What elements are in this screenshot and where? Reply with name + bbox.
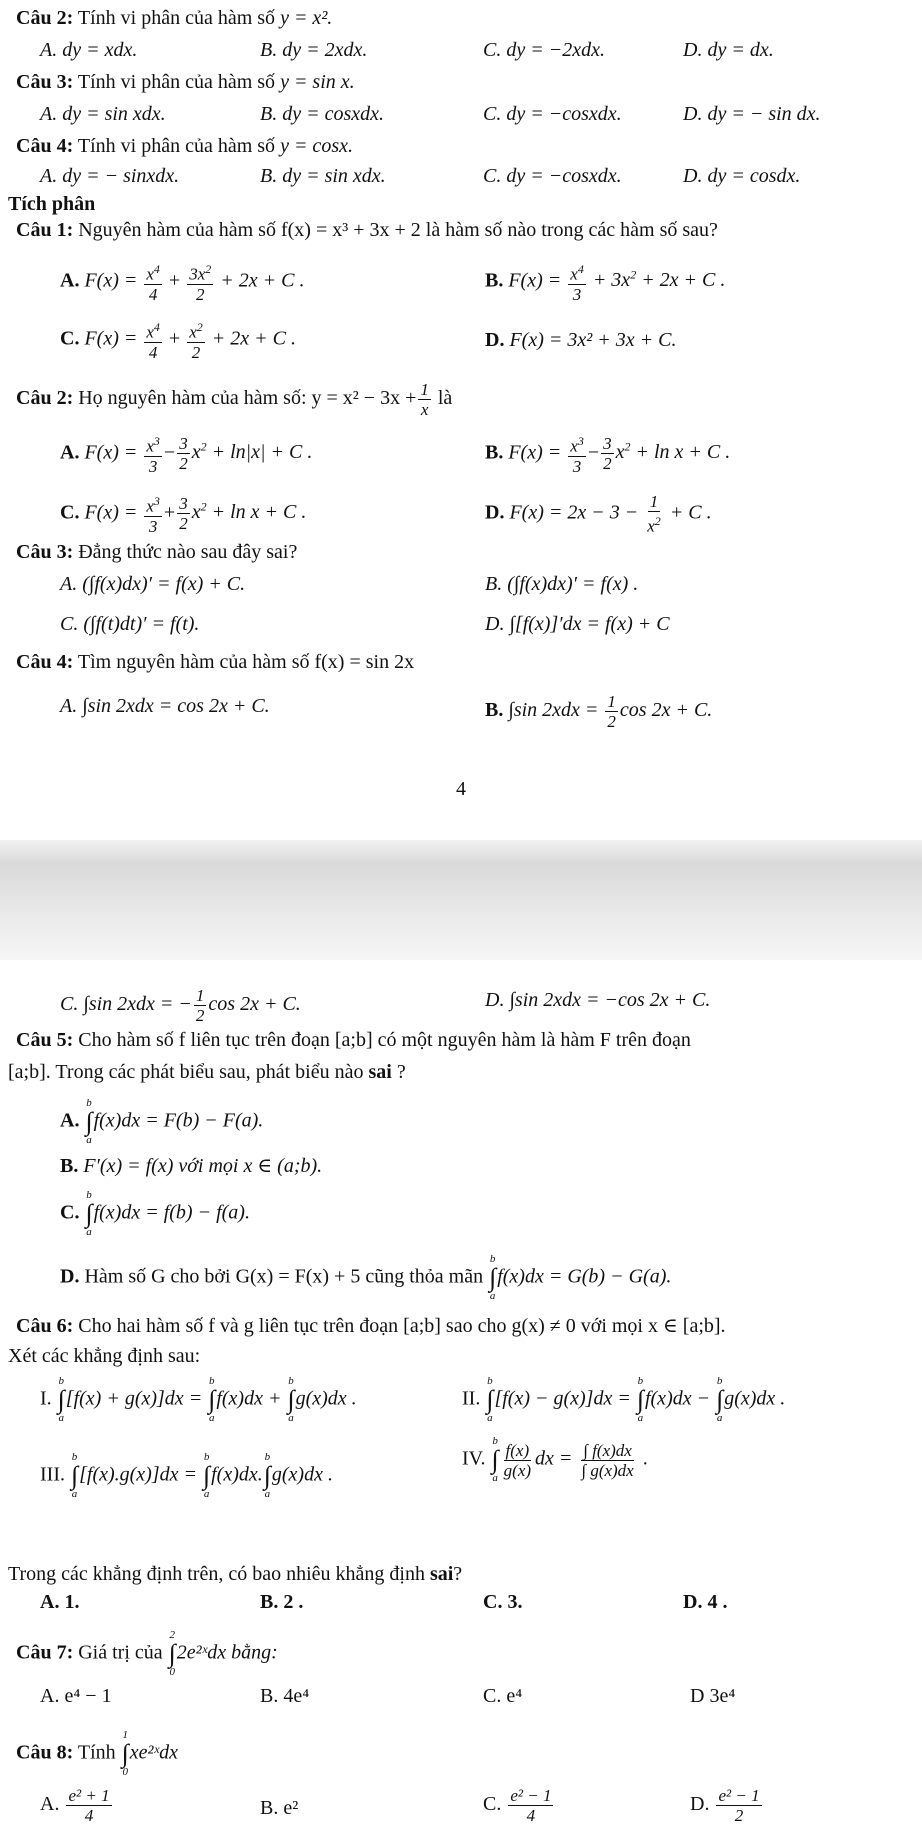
int-q6-statement-3: III. b ∫ a [f(x).g(x)]dx = b ∫ a f(x)dx. b ∫ a g(x)dx .: [40, 1451, 333, 1500]
q-text: Cho hàm số f liên tục trên đoạn [a;b] có một nguyên hàm là hàm F trên đoạn: [73, 1029, 691, 1051]
q-text: Giá trị của: [73, 1641, 163, 1664]
int-q2-option-d[interactable]: D. F(x) = 2x − 3 − $\frac{1}{x^2}$ + C .: [485, 492, 712, 536]
int-q6-option-c[interactable]: C. 3.: [483, 1591, 523, 1613]
int-q2-option-c[interactable]: C. F(x) = $\frac{x^3}{3}$ + $\frac{3}{2}$ $x^2 + \ln x + C$ .: [60, 494, 307, 536]
q-text: Cho hai hàm số f và g liên tục trên đoạn [a;b] sao cho g(x) ≠ 0 với mọi x ∈ [a;b].: [73, 1315, 726, 1337]
q-text: Tính vi phân của hàm số: [73, 71, 281, 93]
diff-q2-option-a[interactable]: A. dy = xdx.: [40, 39, 138, 61]
int-q6-option-d[interactable]: D. 4 .: [683, 1591, 728, 1613]
frac-denominator: 4: [526, 1806, 536, 1825]
int-q8-option-d[interactable]: [690, 1786, 764, 1825]
q-label: Câu 7:: [16, 1641, 74, 1664]
diff-q4-title: [16, 134, 353, 158]
q-label: Câu 4:: [16, 135, 74, 157]
q-text: Họ nguyên hàm của hàm số: y = x² − 3x +: [73, 387, 417, 410]
int-q6-line2: Xét các khẳng định sau:: [8, 1345, 201, 1367]
opt-label: B.: [485, 269, 504, 292]
opt-text: F′(x) = f(x) với mọi x ∈ (a;b).: [83, 1155, 323, 1177]
q-expr: y = x².: [280, 7, 333, 29]
q-tail: là: [432, 387, 453, 410]
section-heading: Tích phân: [8, 193, 96, 215]
frac-numerator: e² − 1: [718, 1786, 760, 1805]
int-q5-option-d[interactable]: D. Hàm số G cho bởi G(x) = F(x) + 5 cũng thỏa mãn b ∫ a f(x)dx = G(b) − G(a).: [60, 1253, 672, 1302]
int-q7-option-d[interactable]: D 3e⁴: [690, 1685, 736, 1707]
q-text: Trong các khẳng định trên, có bao nhiêu khẳng định: [8, 1563, 430, 1585]
int-q6-option-b[interactable]: B. 2 .: [260, 1591, 304, 1613]
int-q6-option-a[interactable]: A. 1.: [40, 1591, 80, 1613]
q-expr: y = cosx.: [280, 135, 353, 157]
q-label: Câu 6:: [16, 1315, 74, 1337]
int-q5-option-b[interactable]: B. F′(x) = f(x) với mọi x ∈ (a;b).: [60, 1155, 323, 1177]
diff-q3-option-c[interactable]: C. dy = −cosxdx.: [483, 103, 622, 125]
int-q2-option-a[interactable]: A. F(x) = $\frac{x^3}{3}$ − $\frac{3}{2}$ $x^2 + \ln|x| + C$ .: [60, 434, 313, 476]
q-emphasis: sai: [429, 1563, 454, 1585]
frac-numerator: e² − 1: [510, 1786, 552, 1805]
q-label: Câu 1:: [16, 219, 74, 241]
diff-q3-option-b[interactable]: B. dy = cosxdx.: [260, 103, 385, 125]
int-q6-statement-2: II. b ∫ a [f(x) − g(x)]dx = b ∫ a f(x)dx − b ∫ a g(x)dx .: [462, 1375, 786, 1424]
int-q8-option-c[interactable]: [483, 1786, 555, 1825]
int-q3-title: [16, 540, 297, 564]
int-q8-title: Câu 8: Tính 1 ∫ 0 xe²ˣdx: [16, 1729, 179, 1778]
int-q7-title: Câu 7: Giá trị của 2 ∫ 0 2e²ˣdx bằng:: [16, 1629, 278, 1678]
int-q6-question: [8, 1562, 462, 1586]
int-q1-option-b[interactable]: B. F(x) = $\frac{x^4}{3}$ + $3x^2 + 2x + C$ .: [485, 262, 726, 304]
int-q5-option-a[interactable]: A. b ∫ a f(x)dx = F(b) − F(a).: [60, 1097, 264, 1146]
opt-text: F(x) = 3x² + 3x + C.: [509, 329, 677, 351]
opt-text: Hàm số G cho bởi G(x) = F(x) + 5 cũng thỏa mãn: [84, 1265, 484, 1288]
int-q1-option-d[interactable]: [485, 328, 676, 352]
q-label: Câu 4:: [16, 651, 74, 673]
diff-q3-title: [16, 70, 355, 94]
int-q4-option-b[interactable]: B. ∫sin 2xdx = $\frac{1}{2}$ cos 2x + C.: [485, 692, 713, 731]
int-q3-option-d[interactable]: D. ∫[f(x)]′dx = f(x) + C: [485, 613, 670, 635]
q-emphasis: sai: [368, 1061, 392, 1083]
int-q1-option-a[interactable]: A. F(x) = $\frac{x^4}{4}$ + $\frac{3x^2}{2}$ + 2x + C .: [60, 262, 305, 304]
q-text: Nguyên hàm của hàm số f(x) = x³ + 3x + 2 là hàm số nào trong các hàm số sau?: [73, 219, 718, 241]
int-q4-option-a[interactable]: A. ∫sin 2xdx = cos 2x + C.: [60, 695, 270, 717]
int-q3-option-a[interactable]: A. (∫f(x)dx)′ = f(x) + C.: [60, 573, 246, 595]
page-separator: [0, 840, 922, 960]
int-q7-option-c[interactable]: C. e⁴: [483, 1685, 523, 1707]
q-label: Câu 2:: [16, 387, 74, 410]
frac-denominator: 2: [734, 1806, 744, 1825]
q-label: Câu 2:: [16, 7, 74, 29]
int-q8-option-a[interactable]: [40, 1786, 114, 1825]
int-q5-line2: [8, 1060, 406, 1084]
int-q7-option-b[interactable]: B. 4e⁴: [260, 1685, 310, 1707]
int-q5-option-c[interactable]: C. b ∫ a f(x)dx = f(b) − f(a).: [60, 1189, 250, 1238]
frac-numerator: e² + 1: [68, 1786, 110, 1805]
diff-q4-option-c[interactable]: C. dy = −cosxdx.: [483, 165, 622, 187]
opt-label: C.: [483, 1793, 502, 1816]
int-q6-statement-1: I. b ∫ a [f(x) + g(x)]dx = b ∫ a f(x)dx + b ∫ a g(x)dx .: [40, 1375, 357, 1424]
int-q1-option-c[interactable]: C. F(x) = $\frac{x^4}{4}$ + $\frac{x^2}{2}$ + 2x + C .: [60, 320, 296, 362]
diff-q4-option-a[interactable]: A. dy = − sinxdx.: [40, 165, 180, 187]
diff-q4-option-b[interactable]: B. dy = sin xdx.: [260, 165, 386, 187]
opt-text: C. ∫sin 2xdx = −: [60, 993, 192, 1016]
diff-q3-option-d[interactable]: D. dy = − sin dx.: [683, 103, 821, 125]
int-q4-option-d[interactable]: D. ∫sin 2xdx = −cos 2x + C.: [485, 989, 711, 1011]
diff-q2-option-c[interactable]: C. dy = −2xdx.: [483, 39, 605, 61]
q-tail: xe²ˣdx: [129, 1741, 179, 1764]
q-text: Tìm nguyên hàm của hàm số f(x) = sin 2x: [73, 651, 415, 673]
q-text: [a;b]. Trong các phát biểu sau, phát biểu nào: [8, 1061, 369, 1083]
opt-label: D.: [690, 1793, 710, 1816]
page-number: 4: [456, 778, 466, 800]
q-label: Câu 3:: [16, 541, 74, 563]
int-q6-statement-4: IV. b ∫ a $\frac{f(x)}{g(x)}$ dx = $\frac{\int f(x)dx}{\int g(x)dx}$ .: [462, 1435, 648, 1484]
int-q4-option-c[interactable]: C. ∫sin 2xdx = − $\frac{1}{2}$ cos 2x + C.: [60, 986, 301, 1025]
int-q2-option-b[interactable]: B. F(x) = $\frac{x^3}{3}$ − $\frac{3}{2}$ $x^2 + \ln x + C$ .: [485, 434, 731, 476]
frac-denominator: 4: [84, 1806, 94, 1825]
diff-q2-title: [16, 6, 332, 30]
q-text: Đẳng thức nào sau đây sai?: [73, 541, 298, 563]
diff-q3-option-a[interactable]: A. dy = sin xdx.: [40, 103, 166, 125]
opt-label: C.: [60, 327, 80, 350]
int-q5-line1: [16, 1028, 691, 1052]
q-text: Tính vi phân của hàm số: [73, 135, 281, 157]
opt-label: D.: [485, 329, 505, 351]
q-text: Tính vi phân của hàm số: [73, 7, 281, 29]
int-q7-option-a[interactable]: A. e⁴ − 1: [40, 1685, 112, 1707]
q-text-end: ?: [453, 1563, 463, 1585]
int-q3-option-b[interactable]: B. (∫f(x)dx)′ = f(x) .: [485, 573, 639, 595]
opt-label: A.: [60, 269, 80, 292]
opt-text: f(x)dx = F(b) − F(a).: [93, 1109, 264, 1132]
q-expr: y = sin x.: [280, 71, 355, 93]
q-text-end: ?: [391, 1061, 406, 1083]
diff-q2-option-b[interactable]: B. dy = 2xdx.: [260, 39, 368, 61]
int-q3-option-c[interactable]: C. (∫f(t)dt)′ = f(t).: [60, 613, 200, 635]
opt-label: A.: [40, 1793, 60, 1816]
opt-text: f(x)dx = f(b) − f(a).: [93, 1201, 250, 1224]
diff-q4-option-d[interactable]: D. dy = cosdx.: [683, 165, 801, 187]
int-q1-title: [16, 218, 718, 242]
q-tail: 2e²ˣdx bằng:: [176, 1641, 278, 1664]
int-q2-title: Câu 2: Họ nguyên hàm của hàm số: y = x² − 3x + $\frac{1}{x}$ là: [16, 380, 453, 419]
int-q8-option-b[interactable]: B. e²: [260, 1797, 299, 1819]
q-label: Câu 8:: [16, 1741, 74, 1764]
q-label: Câu 5:: [16, 1029, 74, 1051]
q-label: Câu 3:: [16, 71, 74, 93]
opt-text-tail: f(x)dx = G(b) − G(a).: [497, 1265, 672, 1288]
int-q4-title: [16, 650, 414, 674]
int-q6-line1: [16, 1314, 726, 1338]
diff-q2-option-d[interactable]: D. dy = dx.: [683, 39, 774, 61]
q-text: Tính: [73, 1741, 116, 1764]
